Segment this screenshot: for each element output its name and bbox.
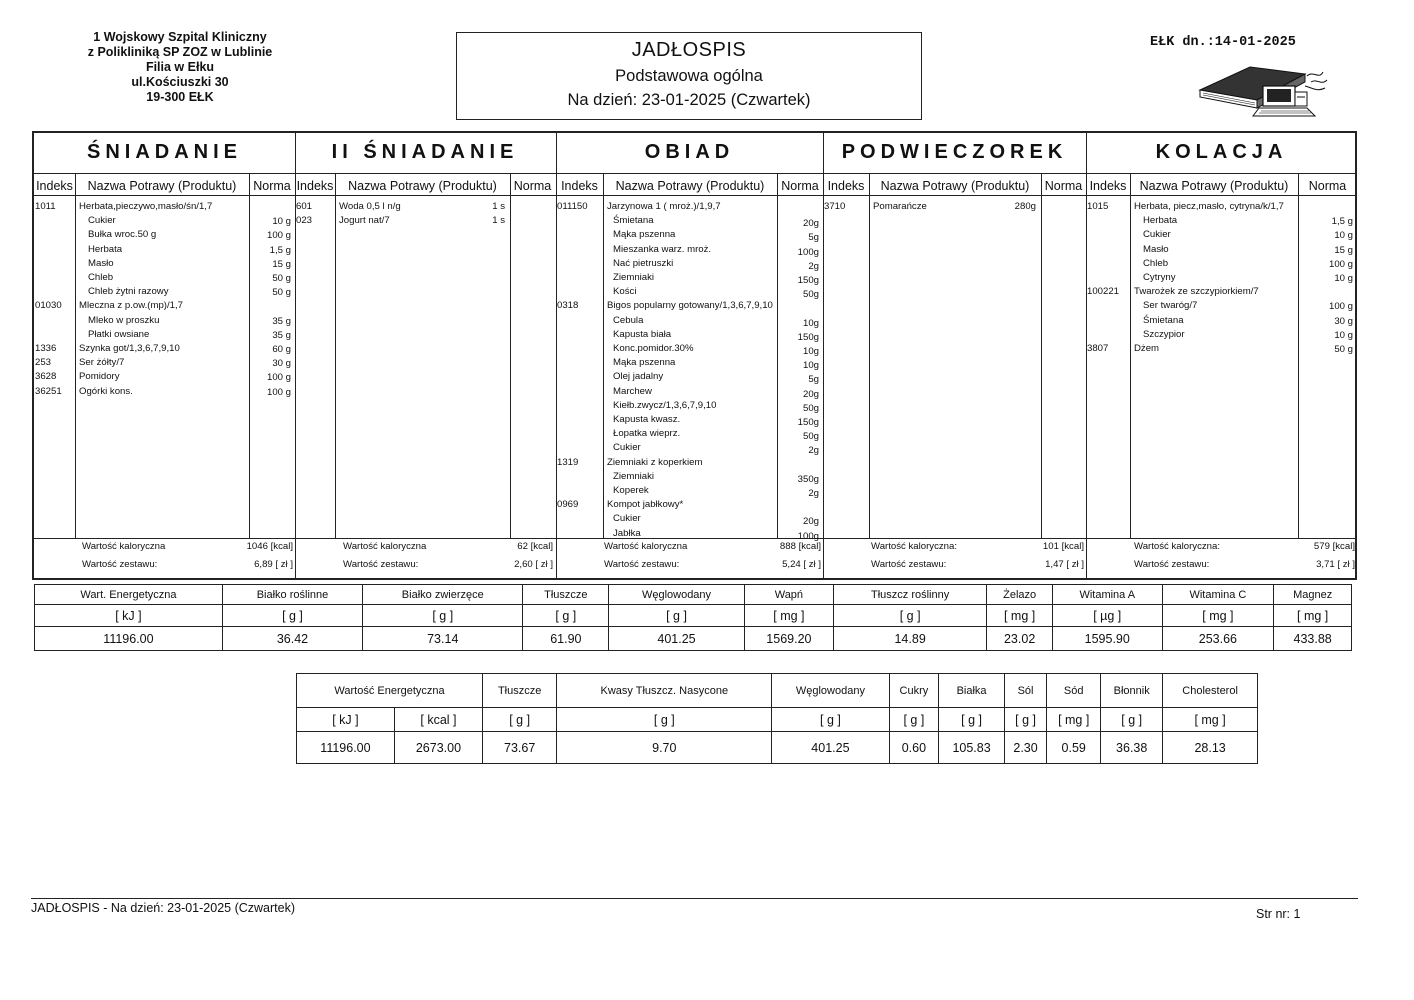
- dish-name: Woda 0,5 l n/g: [339, 201, 401, 212]
- dish-name: Dżem: [1134, 343, 1160, 354]
- dish-index: 36251: [35, 385, 62, 397]
- ingredient-name: Szczypior: [1143, 328, 1185, 340]
- dish-index: 0969: [557, 499, 579, 511]
- hospital-line: Filia w Ełku: [145, 60, 215, 74]
- nutrient-table-main: [34, 584, 1352, 651]
- nutrient-unit: [ g ]: [557, 708, 772, 732]
- dish-norm: 5g: [808, 374, 819, 386]
- ingredient-name: Cukier: [1143, 229, 1171, 241]
- ingredient-name: Nać pietruszki: [613, 257, 674, 269]
- dish-name: Jarzynowa 1 ( mroż.)/1,9,7: [607, 201, 721, 212]
- dish-norm: 150g: [797, 417, 819, 428]
- ingredient-name: Śmietana: [613, 215, 654, 227]
- nutrient-header: Magnez: [1274, 585, 1352, 605]
- dish-norm: 10 g: [1334, 329, 1353, 341]
- table-divider: [34, 173, 1355, 174]
- ingredient-name: Bułka wroc.50 g: [88, 229, 157, 241]
- nutrient-unit: [ mg ]: [1162, 605, 1274, 627]
- meal-title-2: OBIAD: [644, 141, 735, 163]
- nutrient-header: Kwasy Tłuszcz. Nasycone: [557, 674, 772, 708]
- nutrient-header: Węglowodany: [772, 674, 889, 708]
- cost-value: 6,89 [ zł ]: [254, 559, 293, 570]
- nutrient-header: Białka: [939, 674, 1005, 708]
- dish-norm: 35 g: [272, 329, 291, 341]
- meal-title-4: KOLACJA: [1155, 141, 1288, 163]
- nutrient-unit: [ mg ]: [1274, 605, 1352, 627]
- calorie-value: 888 [kcal]: [779, 541, 821, 552]
- nutrient-header: Żelazo: [987, 585, 1053, 605]
- ingredient-name: Mieszanka warz. mroż.: [613, 243, 712, 255]
- dish-index: 601: [296, 201, 313, 212]
- dish-norm: 20g: [802, 388, 819, 400]
- dish-index: 1336: [35, 343, 57, 354]
- nutrient-header: Tłuszcze: [523, 585, 609, 605]
- ingredient-name: Konc.pomidor.30%: [613, 343, 694, 354]
- nutrient-header: Wapń: [744, 585, 833, 605]
- dish-norm: 100g: [797, 246, 819, 258]
- dish-index: 023: [296, 215, 313, 227]
- table-divider: [1041, 173, 1042, 538]
- ingredient-name: Kapusta biała: [613, 328, 672, 340]
- table-divider: [1130, 173, 1131, 538]
- table-divider: [1298, 173, 1299, 538]
- dish-norm: 350g: [797, 473, 819, 485]
- dish-norm: 100 g: [266, 372, 291, 384]
- nutrient-value: 36.38: [1101, 732, 1163, 764]
- hospital-line: ul.Kościuszki 30: [131, 75, 229, 89]
- nutrient-value: 73.14: [363, 627, 523, 651]
- nutrient-unit: [ g ]: [1101, 708, 1163, 732]
- calorie-value: 579 [kcal]: [1313, 541, 1355, 552]
- table-divider: [249, 173, 250, 538]
- cost-value: 2,60 [ zł ]: [514, 559, 553, 570]
- cost-value: 1,47 [ zł ]: [1045, 559, 1084, 570]
- nutrient-header: Cukry: [889, 674, 939, 708]
- nutrient-unit: [ mg ]: [1047, 708, 1101, 732]
- dish-norm: 20g: [802, 218, 819, 230]
- nutrient-value: 1595.90: [1053, 627, 1162, 651]
- cost-value: 5,24 [ zł ]: [782, 559, 821, 570]
- hospital-address: [60, 30, 300, 105]
- dish-name: Szynka got/1,3,6,7,9,10: [79, 343, 180, 354]
- dish-norm: 2g: [808, 488, 819, 499]
- ingredient-name: Chleb żytni razowy: [88, 286, 169, 298]
- column-header-name: Nazwa Potrawy (Produktu): [615, 179, 765, 193]
- diet-type: Podstawowa ogólna: [615, 67, 763, 85]
- nutrient-unit: [ kJ ]: [35, 605, 223, 627]
- nutrient-value: 0.60: [889, 732, 939, 764]
- ingredient-name: Mąka pszenna: [613, 357, 676, 369]
- nutrient-unit: [ g ]: [609, 605, 745, 627]
- calorie-value: 1046 [kcal]: [246, 541, 293, 552]
- calorie-label: Wartość kaloryczna: [604, 541, 688, 552]
- ingredient-name: Cukier: [88, 215, 116, 227]
- dish-norm: 1 s: [492, 201, 505, 212]
- dish-norm: 100g: [797, 530, 819, 542]
- nutrient-header: Witamina A: [1053, 585, 1162, 605]
- column-header-norm: Norma: [253, 179, 291, 193]
- column-header-name: Nazwa Potrawy (Produktu): [348, 179, 497, 193]
- dish-name: Pomidory: [79, 371, 120, 383]
- nutrient-value: 401.25: [609, 627, 745, 651]
- nutrient-unit: [ g ]: [834, 605, 987, 627]
- hospital-line: 1 Wojskowy Szpital Kliniczny: [93, 30, 267, 44]
- ingredient-name: Koperek: [613, 485, 649, 496]
- dish-norm: 10 g: [272, 216, 291, 228]
- column-header-name: Nazwa Potrawy (Produktu): [1139, 179, 1289, 193]
- column-header-norm: Norma: [513, 179, 552, 193]
- footer-title: JADŁOSPIS - Na dzień: 23-01-2025 (Czwartek): [31, 901, 295, 915]
- dish-name: Twarożek ze szczypiorkiem/7: [1134, 286, 1259, 298]
- cost-label: Wartość zestawu:: [871, 559, 947, 570]
- cost-label: Wartość zestawu:: [343, 559, 419, 570]
- hospital-line: 19-300 EŁK: [146, 90, 214, 104]
- nutrient-value: 1569.20: [744, 627, 833, 651]
- column-header-index: Indeks: [1089, 179, 1127, 193]
- column-header-norm: Norma: [1044, 179, 1083, 193]
- cost-value: 3,71 [ zł ]: [1316, 559, 1355, 570]
- dish-norm: 15 g: [1334, 244, 1353, 256]
- dish-name: Ziemniaki z koperkiem: [607, 456, 703, 468]
- ingredient-name: Mąka pszenna: [613, 229, 676, 241]
- ingredient-name: Cytryny: [1143, 272, 1176, 283]
- dish-norm: 50g: [802, 431, 819, 443]
- nutrient-unit: [ mg ]: [987, 605, 1053, 627]
- nutrient-header: Wartość Energetyczna: [297, 674, 483, 708]
- dish-norm: 30 g: [272, 358, 291, 370]
- nutrient-unit: [ g ]: [1004, 708, 1046, 732]
- ingredient-name: Chleb: [88, 272, 114, 283]
- dish-norm: 150g: [797, 275, 819, 286]
- nutrient-unit: [ g ]: [889, 708, 939, 732]
- dish-norm: 100 g: [1328, 258, 1353, 270]
- ingredient-name: Płatki owsiane: [88, 328, 150, 340]
- cost-label: Wartość zestawu:: [1134, 559, 1210, 570]
- table-divider: [510, 173, 511, 538]
- nutrient-unit: [ g ]: [363, 605, 523, 627]
- nutrient-value: 2.30: [1004, 732, 1046, 764]
- ingredient-name: Marchew: [613, 385, 652, 397]
- ingredient-name: Masło: [1143, 243, 1169, 255]
- nutrient-header: Tłuszcze: [483, 674, 557, 708]
- dish-norm: 100 g: [266, 230, 291, 242]
- dish-norm: 10g: [802, 360, 819, 372]
- nutrient-header-row: [297, 674, 1258, 708]
- nutrient-unit: [ mg ]: [1163, 708, 1258, 732]
- dish-name: Mleczna z p.ow.(mp)/1,7: [79, 300, 183, 312]
- nutrient-header-row: [35, 585, 1352, 605]
- dish-norm: 60 g: [272, 344, 291, 355]
- table-divider: [603, 173, 604, 538]
- ingredient-name: Mleko w proszku: [88, 314, 160, 326]
- nutrient-header: Tłuszcz roślinny: [834, 585, 987, 605]
- column-header-norm: Norma: [1308, 179, 1347, 193]
- nutrient-value: 105.83: [939, 732, 1005, 764]
- ingredient-name: Łopatka wieprz.: [613, 428, 681, 440]
- dish-norm: 50 g: [272, 287, 291, 299]
- dish-norm: 50 g: [272, 273, 291, 284]
- ingredient-name: Kapusta kwasz.: [613, 414, 681, 425]
- calorie-value: 101 [kcal]: [1042, 541, 1084, 552]
- dish-name: Herbata,pieczywo,masło/śn/1,7: [79, 201, 213, 212]
- ingredient-name: Cukier: [613, 513, 641, 525]
- nutrient-unit: [ g ]: [483, 708, 557, 732]
- nutrient-header: Błonnik: [1101, 674, 1163, 708]
- cost-label: Wartość zestawu:: [604, 559, 680, 570]
- nutrient-value-row: [35, 627, 1352, 651]
- dish-norm: 100 g: [266, 386, 291, 398]
- dish-index: 1011: [35, 201, 56, 212]
- column-header-index: Indeks: [561, 179, 598, 193]
- cost-label: Wartość zestawu:: [82, 559, 158, 570]
- dish-name: Bigos popularny gotowany/1,3,6,7,9,10: [607, 300, 773, 312]
- ingredient-name: Ziemniaki: [613, 470, 655, 482]
- menu-table: [32, 131, 1357, 580]
- nutrient-header: Wart. Energetyczna: [35, 585, 223, 605]
- dish-norm: 10 g: [1334, 230, 1353, 242]
- table-divider: [869, 173, 870, 538]
- column-header-index: Indeks: [296, 179, 334, 193]
- dish-norm: 1,5 g: [269, 244, 291, 256]
- page-number: Str nr: 1: [1256, 907, 1301, 921]
- calorie-label: Wartość kaloryczna: [82, 541, 166, 552]
- dish-index: 0318: [557, 300, 579, 312]
- dish-index: 3628: [35, 371, 57, 383]
- dish-norm: 50g: [802, 289, 819, 301]
- nutrient-value-row: [297, 732, 1258, 764]
- nutrient-unit: [ kcal ]: [394, 708, 482, 732]
- title-box: [456, 32, 922, 120]
- dish-name: Pomarańcze: [873, 201, 927, 212]
- nutrient-unit: [ g ]: [523, 605, 609, 627]
- nutrient-value: 73.67: [483, 732, 557, 764]
- dish-norm: 100 g: [1328, 301, 1353, 313]
- table-divider: [823, 133, 824, 578]
- nutrient-header: Sól: [1004, 674, 1046, 708]
- dish-norm: 2g: [808, 445, 819, 457]
- column-header-name: Nazwa Potrawy (Produktu): [87, 179, 237, 193]
- ingredient-name: Śmietana: [1143, 314, 1184, 326]
- ingredient-name: Cukier: [613, 442, 641, 454]
- calorie-value: 62 [kcal]: [517, 541, 553, 552]
- column-header-index: Indeks: [827, 179, 865, 193]
- issue-date: EŁK dn.:14-01-2025: [1150, 35, 1296, 50]
- dish-index: 100221: [1087, 286, 1120, 298]
- nutrient-value: 61.90: [523, 627, 609, 651]
- nutrient-value: 14.89: [834, 627, 987, 651]
- dish-norm: 10g: [802, 317, 819, 329]
- dish-index: 1015: [1087, 201, 1109, 212]
- table-divider: [556, 133, 557, 578]
- dish-index: 3807: [1087, 343, 1109, 354]
- dish-name: Ser żółty/7: [79, 357, 125, 369]
- table-divider: [34, 195, 1355, 196]
- ingredient-name: Kiełb.zwycz/1,3,6,7,9,10: [613, 399, 717, 411]
- calorie-label: Wartość kaloryczna:: [871, 541, 958, 552]
- dish-norm: 10g: [802, 346, 819, 357]
- dish-norm: 15 g: [272, 258, 291, 270]
- table-divider: [295, 133, 296, 578]
- menu-date: Na dzień: 23-01-2025 (Czwartek): [567, 91, 811, 109]
- dish-norm: 50 g: [1334, 344, 1353, 355]
- ingredient-name: Jabłka: [613, 527, 641, 539]
- dish-name: Jogurt nat/7: [339, 215, 390, 227]
- dish-norm: 280g: [1014, 201, 1036, 212]
- dish-index: 3710: [824, 201, 846, 212]
- nutrient-value: 9.70: [557, 732, 772, 764]
- dish-name: Ogórki kons.: [79, 385, 133, 397]
- nutrient-header: Białko zwierzęce: [363, 585, 523, 605]
- table-divider: [335, 173, 336, 538]
- dish-index: 253: [35, 357, 52, 369]
- dish-norm: 5g: [808, 232, 819, 244]
- dish-norm: 2g: [808, 260, 819, 272]
- nutrient-unit: [ g ]: [939, 708, 1005, 732]
- nutrient-value: 36.42: [222, 627, 362, 651]
- nutrient-header: Witamina C: [1162, 585, 1274, 605]
- ingredient-name: Masło: [88, 257, 114, 269]
- nutrient-value: 433.88: [1274, 627, 1352, 651]
- dish-norm: 35 g: [272, 315, 291, 327]
- column-header-norm: Norma: [781, 179, 819, 193]
- table-divider: [34, 538, 1355, 539]
- nutrient-header: Sód: [1047, 674, 1101, 708]
- dish-index: 1319: [557, 456, 579, 468]
- calorie-label: Wartość kaloryczna:: [1134, 541, 1221, 552]
- dish-norm: 50g: [802, 402, 819, 414]
- meal-title-1: II ŚNIADANIE: [331, 141, 519, 163]
- dish-norm: 1,5 g: [1331, 216, 1353, 228]
- nutrient-value: 11196.00: [297, 732, 395, 764]
- dish-index: 011150: [557, 201, 588, 212]
- nutrient-unit: [ µg ]: [1053, 605, 1162, 627]
- footer-divider: [31, 898, 1358, 899]
- nutrient-header: Białko roślinne: [222, 585, 362, 605]
- ingredient-name: Herbata: [1143, 215, 1178, 227]
- dish-name: Herbata, piecz,masło, cytryna/k/1,7: [1134, 201, 1284, 212]
- nutrient-value: 11196.00: [35, 627, 223, 651]
- nutrient-value: 28.13: [1163, 732, 1258, 764]
- ingredient-name: Cebula: [613, 314, 644, 326]
- nutrient-unit: [ g ]: [772, 708, 889, 732]
- calorie-label: Wartość kaloryczna: [343, 541, 427, 552]
- ingredient-name: Ziemniaki: [613, 272, 655, 283]
- nutrient-unit: [ g ]: [222, 605, 362, 627]
- nutrient-value: 0.59: [1047, 732, 1101, 764]
- nutrient-unit-row: [297, 708, 1258, 732]
- nutrient-unit: [ kJ ]: [297, 708, 395, 732]
- nutrient-value: 401.25: [772, 732, 889, 764]
- dish-index: 01030: [35, 300, 62, 312]
- book-computer-logo-icon: [1195, 62, 1330, 122]
- ingredient-name: Kości: [613, 286, 637, 298]
- nutrient-value: 2673.00: [394, 732, 482, 764]
- meal-title-0: ŚNIADANIE: [86, 141, 242, 163]
- dish-norm: 10 g: [1334, 273, 1353, 284]
- dish-name: Kompot jabłkowy*: [607, 499, 684, 511]
- nutrient-header: Cholesterol: [1163, 674, 1258, 708]
- ingredient-name: Olej jadalny: [613, 371, 664, 383]
- dish-norm: 30 g: [1334, 315, 1353, 327]
- dish-norm: 150g: [797, 331, 819, 343]
- nutrient-header: Węglowodany: [609, 585, 745, 605]
- column-header-index: Indeks: [36, 179, 73, 193]
- ingredient-name: Ser twaróg/7: [1143, 300, 1198, 312]
- nutrient-unit: [ mg ]: [744, 605, 833, 627]
- table-divider: [1086, 133, 1087, 578]
- nutrient-value: 23.02: [987, 627, 1053, 651]
- table-divider: [75, 173, 76, 538]
- ingredient-name: Herbata: [88, 243, 123, 255]
- page-title: JADŁOSPIS: [631, 39, 747, 61]
- nutrient-value: 253.66: [1162, 627, 1274, 651]
- column-header-name: Nazwa Potrawy (Produktu): [880, 179, 1030, 193]
- nutrient-table-label: [296, 673, 1258, 764]
- nutrient-unit-row: [35, 605, 1352, 627]
- meal-title-3: PODWIECZOREK: [841, 141, 1068, 163]
- dish-norm: 20g: [802, 516, 819, 528]
- ingredient-name: Chleb: [1143, 257, 1169, 269]
- dish-norm: 1 s: [492, 215, 505, 227]
- hospital-line: z Polikliniką SP ZOZ w Lublinie: [87, 45, 273, 59]
